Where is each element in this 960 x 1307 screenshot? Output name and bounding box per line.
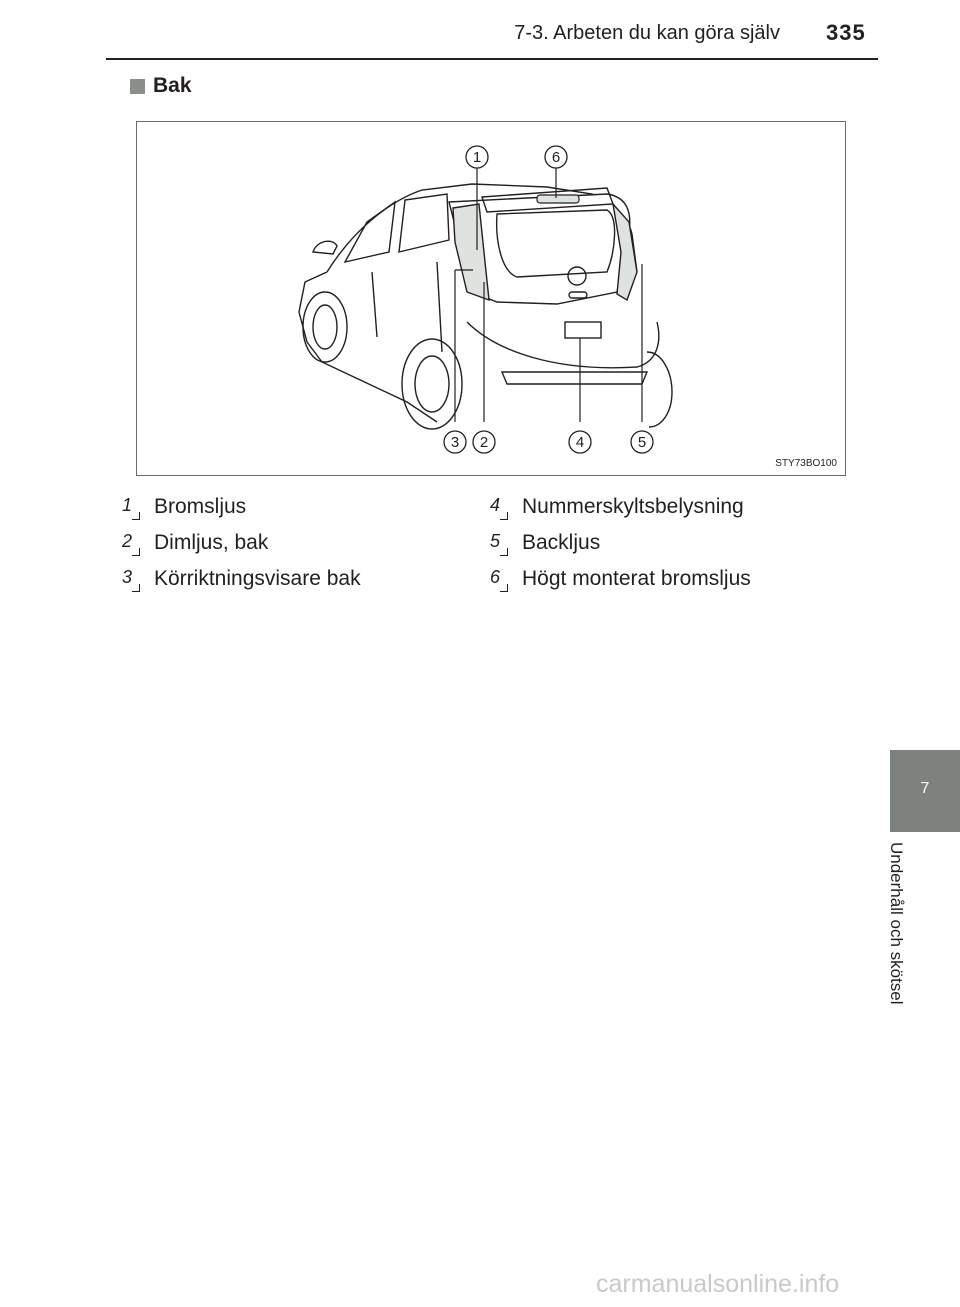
- number-marker: 3: [118, 566, 140, 592]
- number-marker: 5: [486, 530, 508, 556]
- callout-2: 2: [479, 434, 489, 451]
- square-bullet-icon: [130, 79, 145, 94]
- callout-3: 3: [450, 434, 460, 451]
- chapter-tab[interactable]: [890, 750, 960, 832]
- legend-label: Backljus: [522, 531, 601, 554]
- legend-item: [118, 564, 361, 594]
- legend-label: Körriktningsvisare bak: [154, 567, 361, 590]
- chapter-section-title: 7-3. Arbeten du kan göra själv: [514, 22, 780, 44]
- legend-item: [118, 492, 246, 522]
- rear-lights-illustration: [136, 121, 846, 476]
- watermark: carmanualsonline.info: [596, 1270, 840, 1298]
- legend-label: Dimljus, bak: [154, 531, 269, 554]
- legend-item: [118, 528, 268, 558]
- number-marker: 4: [486, 494, 508, 520]
- legend-label: Bromsljus: [154, 495, 247, 518]
- number-marker: 2: [118, 530, 140, 556]
- car-rear-diagram: [137, 122, 847, 477]
- figure-code: STY73BO100: [775, 458, 837, 469]
- legend-item: [486, 564, 751, 594]
- legend-label: Nummerskyltsbelysning: [522, 495, 744, 518]
- page-number: 335: [826, 20, 866, 45]
- section-heading-text: Bak: [153, 74, 192, 97]
- chapter-number: 7: [920, 780, 930, 797]
- header-divider: [106, 58, 878, 60]
- number-marker: 6: [486, 566, 508, 592]
- chapter-side-label: [876, 842, 936, 1042]
- legend-label: Högt monterat bromsljus: [522, 567, 751, 590]
- callout-5: 5: [637, 434, 647, 451]
- callout-1: 1: [472, 149, 482, 166]
- chapter-title: Underhåll och skötsel: [887, 842, 906, 1005]
- section-heading: [130, 74, 192, 98]
- callout-6: 6: [551, 149, 561, 166]
- callout-4: 4: [575, 434, 585, 451]
- legend-item: [486, 528, 600, 558]
- legend-item: [486, 492, 744, 522]
- number-marker: 1: [118, 494, 140, 520]
